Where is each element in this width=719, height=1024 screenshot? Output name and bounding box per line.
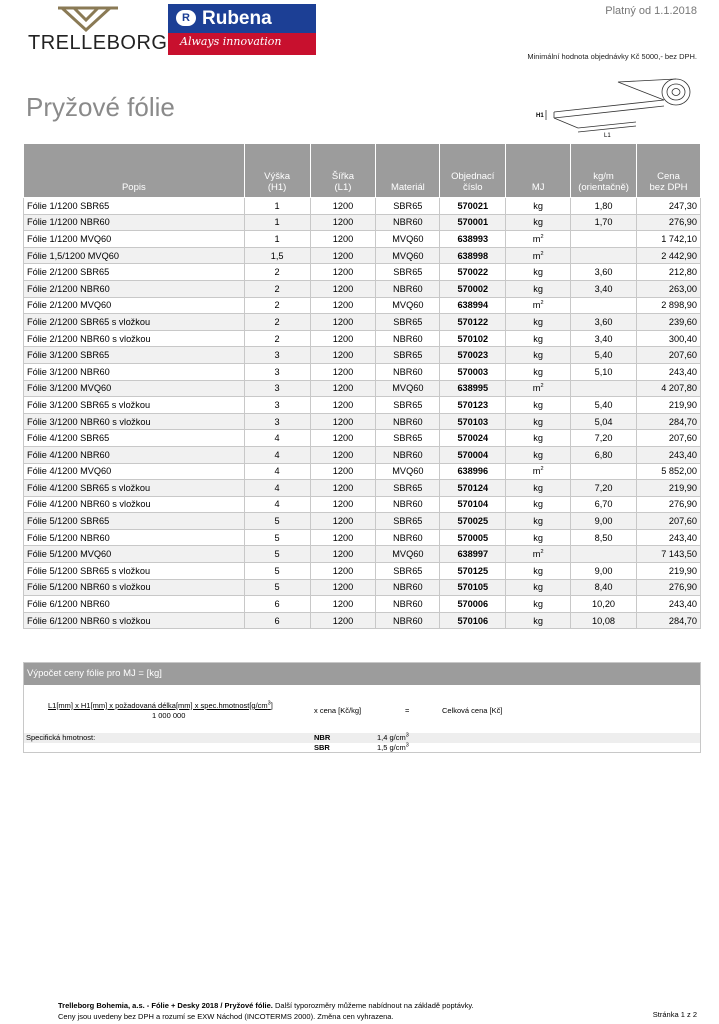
cell-width: 1200 — [310, 430, 376, 447]
table-row — [24, 297, 701, 314]
cell-price: 207,60 — [637, 430, 701, 447]
cell-order-number: 570106 — [440, 612, 506, 629]
cell-height: 5 — [244, 529, 310, 546]
table-row — [24, 480, 701, 497]
cell-weight: 5,40 — [571, 397, 637, 414]
rubena-r-icon: R — [176, 10, 196, 26]
cell-order-number: 570022 — [440, 264, 506, 281]
cell-description: Fólie 5/1200 MVQ60 — [24, 546, 245, 563]
cell-unit: kg — [506, 612, 571, 629]
cell-height: 2 — [244, 330, 310, 347]
density-material: NBR — [314, 733, 331, 742]
cell-material: SBR65 — [376, 513, 440, 530]
cell-width: 1200 — [310, 380, 376, 397]
cell-description: Fólie 3/1200 NBR60 s vložkou — [24, 413, 245, 430]
cell-price: 219,90 — [637, 480, 701, 497]
cell-width: 1200 — [310, 214, 376, 231]
cell-material: NBR60 — [376, 280, 440, 297]
cell-price: 2 442,90 — [637, 247, 701, 264]
page-number: Stránka 1 z 2 — [652, 1010, 697, 1019]
cell-order-number: 570104 — [440, 496, 506, 513]
cell-unit: kg — [506, 413, 571, 430]
cell-weight — [571, 546, 637, 563]
cell-material: NBR60 — [376, 579, 440, 596]
table-row — [24, 413, 701, 430]
cell-height: 4 — [244, 496, 310, 513]
table-row — [24, 363, 701, 380]
cell-height: 5 — [244, 563, 310, 580]
cell-description: Fólie 3/1200 NBR60 — [24, 363, 245, 380]
cell-order-number: 570123 — [440, 397, 506, 414]
table-row — [24, 612, 701, 629]
cell-material: MVQ60 — [376, 546, 440, 563]
cell-width: 1200 — [310, 264, 376, 281]
table-row — [24, 513, 701, 530]
cell-description: Fólie 3/1200 SBR65 — [24, 347, 245, 364]
cell-description: Fólie 2/1200 NBR60 s vložkou — [24, 330, 245, 347]
cell-price: 284,70 — [637, 413, 701, 430]
rubena-slogan: Always innovation — [180, 35, 282, 48]
cell-weight — [571, 231, 637, 248]
table-row — [24, 380, 701, 397]
cell-material: SBR65 — [376, 347, 440, 364]
cell-weight — [571, 297, 637, 314]
cell-weight: 8,40 — [571, 579, 637, 596]
price-calculation-box — [23, 662, 701, 753]
cell-width: 1200 — [310, 463, 376, 480]
cell-material: SBR65 — [376, 314, 440, 331]
cell-width: 1200 — [310, 413, 376, 430]
col-header-vyska: Výška (H1) — [244, 144, 310, 198]
cell-price: 239,60 — [637, 314, 701, 331]
table-row — [24, 264, 701, 281]
cell-material: NBR60 — [376, 496, 440, 513]
col-header-unit: MJ — [506, 144, 571, 198]
cell-unit: $m^2$ — [506, 546, 571, 563]
cell-unit: kg — [506, 214, 571, 231]
cell-material: NBR60 — [376, 363, 440, 380]
cell-unit: kg — [506, 579, 571, 596]
cell-weight: 1,80 — [571, 198, 637, 215]
cell-unit: kg — [506, 198, 571, 215]
cell-order-number: 570125 — [440, 563, 506, 580]
cell-width: 1200 — [310, 363, 376, 380]
cell-height: 1 — [244, 214, 310, 231]
cell-material: NBR60 — [376, 596, 440, 613]
cell-height: 1,5 — [244, 247, 310, 264]
cell-description: Fólie 2/1200 NBR60 — [24, 280, 245, 297]
cell-weight: 5,10 — [571, 363, 637, 380]
cell-description: Fólie 4/1200 NBR60 — [24, 446, 245, 463]
calc-times-price: x cena [Kč/kg] — [314, 706, 362, 715]
table-row — [24, 529, 701, 546]
cell-price: 207,60 — [637, 347, 701, 364]
table-row — [24, 397, 701, 414]
cell-description: Fólie 2/1200 SBR65 — [24, 264, 245, 281]
cell-order-number: 570102 — [440, 330, 506, 347]
table-row — [24, 247, 701, 264]
cell-weight: 3,60 — [571, 314, 637, 331]
cell-material: NBR60 — [376, 612, 440, 629]
col-header-popis: Popis — [24, 144, 245, 198]
cell-unit: kg — [506, 513, 571, 530]
cell-unit: kg — [506, 363, 571, 380]
cell-price: 219,90 — [637, 563, 701, 580]
table-row — [24, 330, 701, 347]
cell-width: 1200 — [310, 446, 376, 463]
cell-width: 1200 — [310, 397, 376, 414]
minimum-order-note: Minimální hodnota objednávky Kč 5000,- bez DPH. — [527, 52, 697, 61]
cell-unit: kg — [506, 563, 571, 580]
cell-material: NBR60 — [376, 413, 440, 430]
cell-material: SBR65 — [376, 480, 440, 497]
cell-unit: kg — [506, 280, 571, 297]
cell-weight: 1,70 — [571, 214, 637, 231]
cell-unit: kg — [506, 496, 571, 513]
cell-weight: 7,20 — [571, 480, 637, 497]
cell-width: 1200 — [310, 513, 376, 530]
footer-line-2: Ceny jsou uvedeny bez DPH a rozumí se EXW Náchod (INCOTERMS 2000). Změna cen vyhrazena. — [58, 1012, 394, 1021]
cell-unit: kg — [506, 446, 571, 463]
valid-from-date: Platný od 1.1.2018 — [605, 5, 697, 17]
cell-weight: 3,60 — [571, 264, 637, 281]
cell-order-number: 570003 — [440, 363, 506, 380]
cell-price: 243,40 — [637, 529, 701, 546]
cell-price: 5 852,00 — [637, 463, 701, 480]
cell-description: Fólie 6/1200 NBR60 — [24, 596, 245, 613]
cell-material: SBR65 — [376, 397, 440, 414]
table-row — [24, 579, 701, 596]
col-header-price: Cena bez DPH — [637, 144, 701, 198]
cell-price: 247,30 — [637, 198, 701, 215]
cell-price: 219,90 — [637, 397, 701, 414]
rubber-roll-diagram-icon — [526, 72, 696, 140]
cell-height: 3 — [244, 347, 310, 364]
table-row — [24, 198, 701, 215]
cell-unit: $m^2$ — [506, 463, 571, 480]
cell-material: SBR65 — [376, 563, 440, 580]
cell-material: SBR65 — [376, 198, 440, 215]
cell-height: 2 — [244, 280, 310, 297]
density-value: 1,4 $g/cm^3$ — [377, 732, 409, 742]
col-header-material: Materiál — [376, 144, 440, 198]
cell-width: 1200 — [310, 596, 376, 613]
cell-weight: 3,40 — [571, 330, 637, 347]
cell-description: Fólie 1/1200 NBR60 — [24, 214, 245, 231]
cell-order-number: 638995 — [440, 380, 506, 397]
cell-height: 1 — [244, 198, 310, 215]
cell-description: Fólie 1/1200 SBR65 — [24, 198, 245, 215]
cell-height: 2 — [244, 297, 310, 314]
cell-description: Fólie 6/1200 NBR60 s vložkou — [24, 612, 245, 629]
footer-line-1: Trelleborg Bohemia, a.s. - Fólie + Desky 2018 / Pryžové fólie. Další typorozměry můžeme nabídnout na základě poptávky. — [58, 1001, 474, 1010]
table-row — [24, 347, 701, 364]
diagram-h1-label: H1 — [536, 113, 544, 119]
cell-description: Fólie 5/1200 SBR65 s vložkou — [24, 563, 245, 580]
cell-height: 3 — [244, 380, 310, 397]
calc-formula: L1[mm] x H1[mm] x požadovaná délka[mm] x $spec.hmotnost[g/cm^3]$ — [48, 700, 273, 710]
cell-order-number: 570124 — [440, 480, 506, 497]
cell-height: 2 — [244, 264, 310, 281]
cell-price: 243,40 — [637, 596, 701, 613]
table-row — [24, 546, 701, 563]
calc-result: Celková cena [Kč] — [442, 706, 503, 715]
cell-width: 1200 — [310, 563, 376, 580]
cell-weight: 10,20 — [571, 596, 637, 613]
cell-price: 300,40 — [637, 330, 701, 347]
trelleborg-wordmark: TRELLEBORG — [28, 32, 168, 54]
cell-width: 1200 — [310, 496, 376, 513]
cell-width: 1200 — [310, 198, 376, 215]
cell-order-number: 570006 — [440, 596, 506, 613]
cell-weight: 6,70 — [571, 496, 637, 513]
density-label: Specifická hmotnost: — [26, 733, 96, 742]
cell-description: Fólie 1,5/1200 MVQ60 — [24, 247, 245, 264]
cell-height: 3 — [244, 363, 310, 380]
cell-description: Fólie 3/1200 MVQ60 — [24, 380, 245, 397]
page-title: Pryžové fólie — [26, 92, 175, 122]
cell-price: 212,80 — [637, 264, 701, 281]
cell-width: 1200 — [310, 231, 376, 248]
cell-description: Fólie 2/1200 MVQ60 — [24, 297, 245, 314]
cell-order-number: 570024 — [440, 430, 506, 447]
cell-height: 5 — [244, 513, 310, 530]
cell-unit: $m^2$ — [506, 247, 571, 264]
cell-weight: 9,00 — [571, 513, 637, 530]
rubena-logo — [168, 4, 316, 55]
cell-material: NBR60 — [376, 529, 440, 546]
diagram-l1-label: L1 — [604, 133, 611, 139]
cell-price: 7 143,50 — [637, 546, 701, 563]
cell-material: NBR60 — [376, 214, 440, 231]
cell-description: Fólie 5/1200 SBR65 — [24, 513, 245, 530]
density-value: 1,5 $g/cm^3$ — [377, 742, 409, 752]
cell-price: 284,70 — [637, 612, 701, 629]
cell-description: Fólie 4/1200 MVQ60 — [24, 463, 245, 480]
cell-unit: kg — [506, 347, 571, 364]
cell-description: Fólie 3/1200 SBR65 s vložkou — [24, 397, 245, 414]
cell-weight — [571, 247, 637, 264]
cell-height: 4 — [244, 446, 310, 463]
cell-width: 1200 — [310, 280, 376, 297]
cell-order-number: 570105 — [440, 579, 506, 596]
cell-price: 2 898,90 — [637, 297, 701, 314]
cell-order-number: 638996 — [440, 463, 506, 480]
cell-width: 1200 — [310, 529, 376, 546]
cell-order-number: 570004 — [440, 446, 506, 463]
cell-weight: 7,20 — [571, 430, 637, 447]
table-row — [24, 214, 701, 231]
cell-weight: 10,08 — [571, 612, 637, 629]
cell-height: 1 — [244, 231, 310, 248]
cell-material: SBR65 — [376, 264, 440, 281]
cell-material: MVQ60 — [376, 231, 440, 248]
cell-weight — [571, 380, 637, 397]
cell-material: MVQ60 — [376, 247, 440, 264]
table-header-row — [24, 144, 701, 198]
cell-width: 1200 — [310, 347, 376, 364]
cell-height: 4 — [244, 430, 310, 447]
density-material: SBR — [314, 743, 330, 752]
cell-description: Fólie 1/1200 MVQ60 — [24, 231, 245, 248]
cell-weight: 5,04 — [571, 413, 637, 430]
cell-description: Fólie 4/1200 NBR60 s vložkou — [24, 496, 245, 513]
cell-description: Fólie 4/1200 SBR65 s vložkou — [24, 480, 245, 497]
cell-weight: 5,40 — [571, 347, 637, 364]
cell-price: 4 207,80 — [637, 380, 701, 397]
col-header-order-number: Objednací číslo — [440, 144, 506, 198]
rubena-wordmark: Rubena — [202, 8, 272, 29]
cell-order-number: 638998 — [440, 247, 506, 264]
density-row-nbr — [24, 733, 700, 743]
cell-order-number: 638997 — [440, 546, 506, 563]
cell-height: 4 — [244, 463, 310, 480]
cell-unit: $m^2$ — [506, 231, 571, 248]
cell-height: 5 — [244, 546, 310, 563]
table-row — [24, 563, 701, 580]
cell-price: 243,40 — [637, 446, 701, 463]
cell-unit: kg — [506, 430, 571, 447]
cell-width: 1200 — [310, 247, 376, 264]
table-row — [24, 231, 701, 248]
cell-order-number: 638993 — [440, 231, 506, 248]
cell-width: 1200 — [310, 546, 376, 563]
cell-order-number: 570002 — [440, 280, 506, 297]
cell-weight: 9,00 — [571, 563, 637, 580]
cell-order-number: 570122 — [440, 314, 506, 331]
cell-unit: kg — [506, 264, 571, 281]
cell-height: 6 — [244, 596, 310, 613]
cell-weight: 6,80 — [571, 446, 637, 463]
cell-order-number: 570103 — [440, 413, 506, 430]
cell-height: 3 — [244, 397, 310, 414]
cell-unit: kg — [506, 330, 571, 347]
cell-unit: kg — [506, 529, 571, 546]
cell-order-number: 570005 — [440, 529, 506, 546]
cell-material: MVQ60 — [376, 463, 440, 480]
calc-denominator: 1 000 000 — [152, 711, 186, 720]
calc-heading: Výpočet ceny fólie pro MJ = [kg] — [24, 663, 700, 685]
cell-price: 276,90 — [637, 214, 701, 231]
price-table — [23, 143, 701, 629]
cell-width: 1200 — [310, 480, 376, 497]
cell-material: SBR65 — [376, 430, 440, 447]
cell-price: 243,40 — [637, 363, 701, 380]
cell-height: 3 — [244, 413, 310, 430]
cell-unit: $m^2$ — [506, 297, 571, 314]
table-row — [24, 430, 701, 447]
cell-order-number: 570023 — [440, 347, 506, 364]
cell-unit: $m^2$ — [506, 380, 571, 397]
cell-height: 4 — [244, 480, 310, 497]
table-row — [24, 280, 701, 297]
cell-height: 5 — [244, 579, 310, 596]
col-header-weight: kg/m (orientačně) — [571, 144, 637, 198]
col-header-sirka: Šířka (L1) — [310, 144, 376, 198]
table-row — [24, 314, 701, 331]
cell-unit: kg — [506, 480, 571, 497]
cell-height: 2 — [244, 314, 310, 331]
cell-order-number: 638994 — [440, 297, 506, 314]
table-row — [24, 463, 701, 480]
cell-width: 1200 — [310, 579, 376, 596]
table-row — [24, 496, 701, 513]
cell-unit: kg — [506, 397, 571, 414]
cell-weight: 8,50 — [571, 529, 637, 546]
cell-order-number: 570025 — [440, 513, 506, 530]
density-row-sbr — [24, 743, 700, 753]
cell-weight — [571, 463, 637, 480]
cell-description: Fólie 5/1200 NBR60 s vložkou — [24, 579, 245, 596]
cell-width: 1200 — [310, 330, 376, 347]
cell-width: 1200 — [310, 612, 376, 629]
cell-material: MVQ60 — [376, 297, 440, 314]
cell-material: NBR60 — [376, 330, 440, 347]
cell-height: 6 — [244, 612, 310, 629]
cell-order-number: 570001 — [440, 214, 506, 231]
table-row — [24, 446, 701, 463]
cell-price: 276,90 — [637, 496, 701, 513]
cell-price: 1 742,10 — [637, 231, 701, 248]
cell-unit: kg — [506, 314, 571, 331]
cell-description: Fólie 2/1200 SBR65 s vložkou — [24, 314, 245, 331]
cell-unit: kg — [506, 596, 571, 613]
cell-price: 276,90 — [637, 579, 701, 596]
cell-description: Fólie 4/1200 SBR65 — [24, 430, 245, 447]
cell-material: NBR60 — [376, 446, 440, 463]
cell-price: 207,60 — [637, 513, 701, 530]
cell-description: Fólie 5/1200 NBR60 — [24, 529, 245, 546]
cell-order-number: 570021 — [440, 198, 506, 215]
calc-equals: = — [405, 706, 410, 715]
cell-material: MVQ60 — [376, 380, 440, 397]
cell-width: 1200 — [310, 297, 376, 314]
cell-price: 263,00 — [637, 280, 701, 297]
cell-width: 1200 — [310, 314, 376, 331]
cell-weight: 3,40 — [571, 280, 637, 297]
table-row — [24, 596, 701, 613]
